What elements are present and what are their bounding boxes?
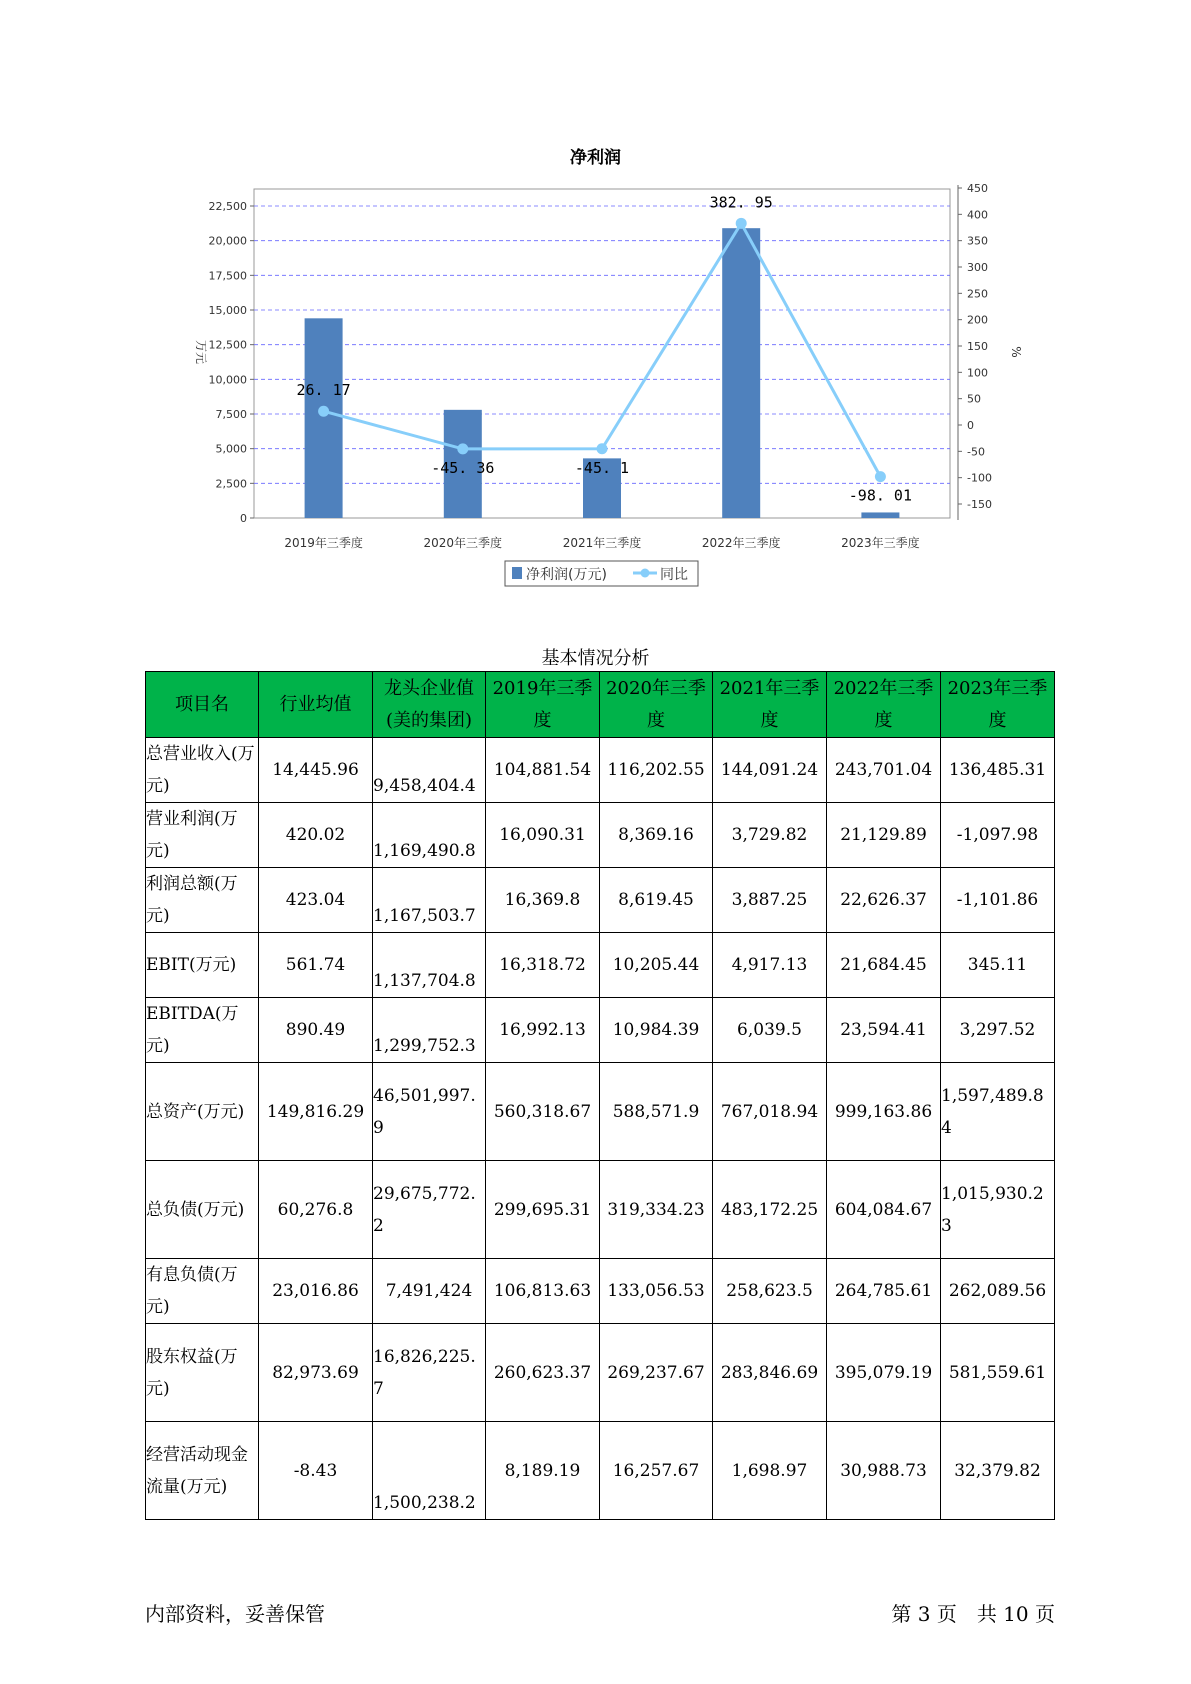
table-cell: 1,698.97 [713, 1422, 827, 1520]
row-label: 股东权益(万元) [146, 1324, 259, 1422]
table-cell: 243,701.04 [827, 738, 941, 803]
table-row [146, 1063, 1055, 1161]
y2-tick-label: 350 [967, 234, 988, 248]
row-label: EBITDA(万元) [146, 998, 259, 1063]
legend-line-marker [641, 569, 650, 578]
y-tick-label: 17,500 [208, 269, 247, 283]
table-cell: -1,101.86 [941, 868, 1055, 933]
row-label: 总负债(万元) [146, 1161, 259, 1259]
table-row [146, 868, 1055, 933]
table-cell: 16,992.13 [486, 998, 600, 1063]
y-tick-label: 2,500 [215, 477, 247, 491]
y-tick-label: 5,000 [215, 442, 247, 456]
x-tick-label: 2019年三季度 [284, 536, 363, 550]
table-cell: 423.04 [259, 868, 373, 933]
table-cell: 9,458,404.4 [373, 738, 486, 803]
chart-title: 净利润 [570, 148, 621, 168]
table-cell: 581,559.61 [941, 1324, 1055, 1422]
table-cell: 133,056.53 [600, 1259, 713, 1324]
yoy-point [597, 443, 608, 454]
table-cell: 82,973.69 [259, 1324, 373, 1422]
x-tick-label: 2021年三季度 [562, 536, 642, 550]
table-cell: 1,500,238.2 [373, 1422, 486, 1520]
table-cell: 29,675,772.2 [373, 1161, 486, 1259]
table-cell: 60,276.8 [259, 1161, 373, 1259]
table-cell: 16,369.8 [486, 868, 600, 933]
yoy-line [324, 223, 881, 476]
data-label: -45. 1 [574, 458, 630, 477]
column-header: 行业均值 [259, 672, 373, 738]
bar [722, 228, 760, 518]
table-row [146, 738, 1055, 803]
x-tick-label: 2023年三季度 [841, 536, 920, 550]
x-tick-label: 2020年三季度 [423, 536, 503, 550]
table-cell: 1,137,704.8 [373, 933, 486, 998]
row-label: 总营业收入(万元) [146, 738, 259, 803]
table-cell: 299,695.31 [486, 1161, 600, 1259]
table-cell: 149,816.29 [259, 1063, 373, 1161]
table-cell: 6,039.5 [713, 998, 827, 1063]
y2-tick-label: 200 [967, 313, 988, 327]
yoy-point [457, 443, 468, 454]
row-label: 有息负债(万元) [146, 1259, 259, 1324]
y2-tick-label: 300 [967, 261, 988, 274]
table-cell: -8.43 [259, 1422, 373, 1520]
y2-tick-label: 100 [967, 366, 988, 380]
table-row [146, 1161, 1055, 1259]
basic-analysis-table [145, 671, 1055, 1520]
table-cell: 283,846.69 [713, 1324, 827, 1422]
table-cell: 144,091.24 [713, 738, 827, 803]
table-cell: 30,988.73 [827, 1422, 941, 1520]
y-tick-label: 22,500 [208, 200, 247, 213]
table-cell: 588,571.9 [600, 1063, 713, 1161]
table-row [146, 998, 1055, 1063]
table-row [146, 1324, 1055, 1422]
table-cell: 21,129.89 [827, 803, 941, 868]
table-cell: 264,785.61 [827, 1259, 941, 1324]
table-row [146, 803, 1055, 868]
table-cell: 104,881.54 [486, 738, 600, 803]
data-label: 382. 95 [709, 193, 773, 212]
table-cell: 269,237.67 [600, 1324, 713, 1422]
yoy-point [736, 218, 747, 229]
table-cell: 258,623.5 [713, 1259, 827, 1324]
table-cell: 1,299,752.3 [373, 998, 486, 1063]
yoy-point [318, 406, 329, 417]
legend-bar-swatch [512, 567, 522, 579]
table-cell: 16,257.67 [600, 1422, 713, 1520]
table-cell: 16,826,225.7 [373, 1324, 486, 1422]
table-cell: 8,369.16 [600, 803, 713, 868]
column-header: 2019年三季度 [486, 672, 600, 738]
table-cell: 604,084.67 [827, 1161, 941, 1259]
y2-tick-label: 450 [967, 182, 988, 195]
table-cell: 10,205.44 [600, 933, 713, 998]
y2-tick-label: 400 [967, 208, 988, 222]
table-cell: 32,379.82 [941, 1422, 1055, 1520]
table-cell: -1,097.98 [941, 803, 1055, 868]
bar [305, 318, 343, 518]
y2-tick-label: 0 [967, 419, 974, 432]
yoy-point [875, 471, 886, 482]
bar [861, 512, 899, 518]
table-cell: 1,169,490.8 [373, 803, 486, 868]
table-cell: 395,079.19 [827, 1324, 941, 1422]
data-label: -45. 36 [431, 458, 495, 477]
y2-tick-label: 250 [967, 287, 988, 301]
table-cell: 345.11 [941, 933, 1055, 998]
y-tick-label: 12,500 [208, 338, 247, 352]
footer-page-number: 第 3 页 共 10 页 [891, 1602, 1055, 1626]
table-cell: 999,163.86 [827, 1063, 941, 1161]
row-label: 营业利润(万元) [146, 803, 259, 868]
table-cell: 319,334.23 [600, 1161, 713, 1259]
table-cell: 3,729.82 [713, 803, 827, 868]
table-cell: 3,887.25 [713, 868, 827, 933]
column-header: 项目名 [146, 672, 259, 738]
table-cell: 136,485.31 [941, 738, 1055, 803]
table-header-row [146, 672, 1055, 738]
column-header: 2021年三季度 [713, 672, 827, 738]
legend-line-label: 同比 [660, 567, 688, 583]
table-cell: 420.02 [259, 803, 373, 868]
row-label: EBIT(万元) [146, 933, 259, 998]
table-cell: 106,813.63 [486, 1259, 600, 1324]
table-cell: 767,018.94 [713, 1063, 827, 1161]
table-row [146, 1422, 1055, 1520]
y2-tick-label: -150 [967, 498, 992, 511]
row-label: 利润总额(万元) [146, 868, 259, 933]
table-cell: 4,917.13 [713, 933, 827, 998]
table-cell: 1,167,503.7 [373, 868, 486, 933]
y-tick-label: 7,500 [215, 408, 247, 421]
legend-bar-label: 净利润(万元) [526, 567, 607, 583]
table-cell: 561.74 [259, 933, 373, 998]
table-cell: 23,016.86 [259, 1259, 373, 1324]
table-cell: 22,626.37 [827, 868, 941, 933]
y-axis-label: 万元 [194, 339, 208, 365]
table-cell: 1,597,489.84 [941, 1063, 1055, 1161]
table-cell: 3,297.52 [941, 998, 1055, 1063]
table-cell: 14,445.96 [259, 738, 373, 803]
y-tick-label: 0 [240, 512, 247, 525]
table-row [146, 933, 1055, 998]
table-row [146, 1259, 1055, 1324]
table-cell: 23,594.41 [827, 998, 941, 1063]
y2-tick-label: 150 [967, 340, 988, 353]
y2-axis-label: % [1009, 346, 1023, 358]
table-cell: 46,501,997.9 [373, 1063, 486, 1161]
table-cell: 7,491,424 [373, 1259, 486, 1324]
table-cell: 890.49 [259, 998, 373, 1063]
table-cell: 116,202.55 [600, 738, 713, 803]
table-cell: 16,090.31 [486, 803, 600, 868]
table-caption: 基本情况分析 [541, 648, 650, 669]
column-header: 龙头企业值(美的集团) [373, 672, 486, 738]
y2-tick-label: -100 [967, 471, 992, 485]
table-cell: 8,619.45 [600, 868, 713, 933]
y2-tick-label: -50 [967, 445, 985, 459]
table-cell: 1,015,930.23 [941, 1161, 1055, 1259]
data-label: -98. 01 [848, 486, 913, 505]
data-label: 26. 17 [296, 381, 351, 400]
row-label: 总资产(万元) [146, 1063, 259, 1161]
table-cell: 21,684.45 [827, 933, 941, 998]
table-cell: 483,172.25 [713, 1161, 827, 1259]
y-tick-label: 10,000 [208, 373, 247, 387]
y-tick-label: 20,000 [208, 234, 247, 248]
column-header: 2022年三季度 [827, 672, 941, 738]
y2-tick-label: 50 [967, 392, 981, 406]
x-tick-label: 2022年三季度 [701, 536, 781, 550]
net-profit-chart [0, 0, 1191, 600]
column-header: 2020年三季度 [600, 672, 713, 738]
table-cell: 16,318.72 [486, 933, 600, 998]
row-label: 经营活动现金流量(万元) [146, 1422, 259, 1520]
y-tick-label: 15,000 [208, 304, 247, 317]
table-cell: 260,623.37 [486, 1324, 600, 1422]
table-cell: 10,984.39 [600, 998, 713, 1063]
footer-confidential-note: 内部资料，妥善保管 [145, 1602, 325, 1626]
table-cell: 262,089.56 [941, 1259, 1055, 1324]
table-cell: 8,189.19 [486, 1422, 600, 1520]
table-cell: 560,318.67 [486, 1063, 600, 1161]
column-header: 2023年三季度 [941, 672, 1055, 738]
